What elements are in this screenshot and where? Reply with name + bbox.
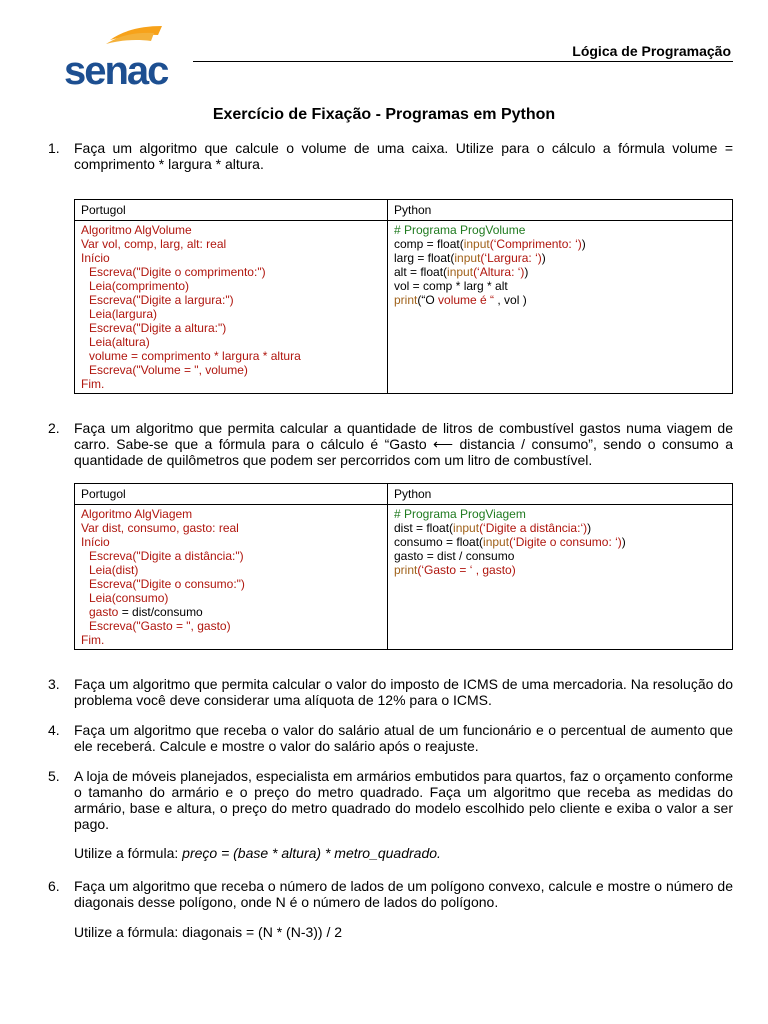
exercise-text: Faça um algoritmo que permita calcular a quantidade de litros de combustível gastos numa viagem de carro. Sabe-se que a fórmula para o cálculo é “Gasto ⟵ distancia / consumo”, sendo o consumo a quantidade de quilômetros que podem ser percorridos com um litro de combustível. xyxy=(74,420,733,468)
python-code: # Programa ProgViagem dist = float(input(‘Digite a distância:‘)) consumo = float(input(‘Digite o consumo: ‘)) gasto = dist / consumo print(‘Gasto = ‘ , gasto) xyxy=(388,505,733,650)
exercise-number: 4. xyxy=(48,722,60,738)
formula-exercise-6: Utilize a fórmula: diagonais = (N * (N-3)) / 2 xyxy=(74,924,343,940)
svg-text:senac: senac xyxy=(64,49,168,90)
header-title: Lógica de Programação xyxy=(572,43,731,59)
portugol-code: Algoritmo AlgVolume Var vol, comp, larg, alt: real Início Escreva("Digite o comprimento:") Leia(comprimento) Escreva("Digite a largura:") Leia(largura) Escreva("Digite a altura:") Leia(altura) volume = comprimento * largura * altura Escreva("Volume = ", volume) Fim. xyxy=(75,221,388,394)
column-header-portugol: Portugol xyxy=(75,484,388,505)
exercise-text: Faça um algoritmo que receba o valor do salário atual de um funcionário e o percentual de aumento que ele receberá. Calcule e mostre o valor do salário após o reajuste. xyxy=(74,722,733,754)
code-table-viagem xyxy=(74,483,733,650)
exercise-5 xyxy=(48,768,733,832)
code-table-volume xyxy=(74,199,733,394)
exercise-3 xyxy=(48,676,733,708)
portugol-code: Algoritmo AlgViagem Var dist, consumo, gasto: real Início Escreva("Digite a distância:") Leia(dist) Escreva("Digite o consumo:") Leia(consumo) gasto = dist/consumo Escreva("Gasto = ", gasto) Fim. xyxy=(75,505,388,650)
exercise-6 xyxy=(48,878,733,910)
python-code: # Programa ProgVolume comp = float(input(‘Comprimento: ‘)) larg = float(input(‘Largura: ‘)) alt = float(input(‘Altura: ‘)) vol = comp * larg * alt print(“O volume é “ , vol ) xyxy=(388,221,733,394)
exercise-number: 2. xyxy=(48,420,60,436)
exercise-text: Faça um algoritmo que receba o número de lados de um polígono convexo, calcule e mostre o número de diagonais desse polígono, onde N é o número de lados do polígono. xyxy=(74,878,733,910)
column-header-python: Python xyxy=(388,200,733,221)
header-rule xyxy=(193,61,733,62)
exercise-text: A loja de móveis planejados, especialista em armários embutidos para quartos, faz o orçamento conforme o tamanho do armário e o preço do metro quadrado. Faça um algoritmo que receba as medidas do armário, base e altura, o preço do metro quadrado do modelo escolhido pelo cliente e exiba o valor a ser pago. xyxy=(74,768,733,832)
exercise-text: Faça um algoritmo que calcule o volume de uma caixa. Utilize para o cálculo a fórmula volume = comprimento * largura * altura. xyxy=(74,140,733,172)
exercise-number: 5. xyxy=(48,768,60,784)
exercise-1 xyxy=(48,140,733,172)
exercise-4 xyxy=(48,722,733,754)
exercise-number: 3. xyxy=(48,676,60,692)
exercise-number: 1. xyxy=(48,140,60,156)
exercise-text: Faça um algoritmo que permita calcular o valor do imposto de ICMS de uma mercadoria. Na resolução do problema você deve considerar uma alíquota de 12% para o ICMS. xyxy=(74,676,733,708)
formula-exercise-5: Utilize a fórmula: preço = (base * altura) * metro_quadrado. xyxy=(74,845,441,861)
senac-logo xyxy=(62,22,180,90)
exercise-number: 6. xyxy=(48,878,60,894)
column-header-python: Python xyxy=(388,484,733,505)
column-header-portugol: Portugol xyxy=(75,200,388,221)
exercise-2 xyxy=(48,420,733,468)
page-title: Exercício de Fixação - Programas em Python xyxy=(212,106,556,123)
